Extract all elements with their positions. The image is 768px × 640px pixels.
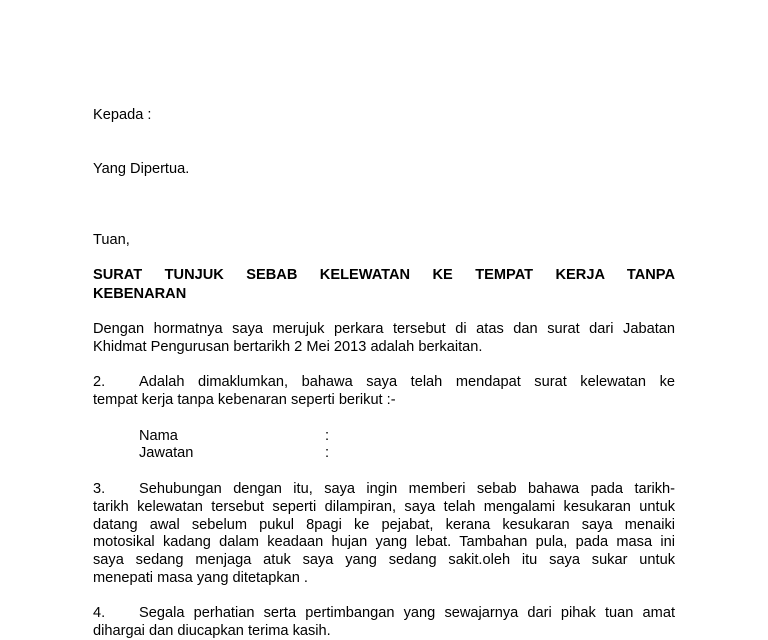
paragraph-line: dihargai dan diucapkan terima kasih. (93, 623, 331, 639)
paragraph-line: tempat kerja tanpa kebenaran seperti berikut :- (93, 392, 396, 408)
paragraph-line: 4. Segala perhatian serta pertimbangan yang sewajarnya dari pihak tuan amat (93, 605, 675, 621)
paragraph-line: Khidmat Pengurusan bertarikh 2 Mei 2013 adalah berkaitan. (93, 339, 483, 355)
subject-line-2: KEBENARAN (93, 286, 187, 302)
recipient: Yang Dipertua. (93, 161, 190, 177)
paragraph-number: 3. (93, 481, 106, 497)
paragraph-line: datang awal sebelum pukul 8pagi ke pejabat, kerana kesukaran saya menaiki (93, 517, 675, 533)
paragraph-number: 4. (93, 605, 106, 621)
field-label-nama: Nama (139, 428, 178, 444)
field-colon: : (325, 445, 330, 461)
paragraph-line: 2. Adalah dimaklumkan, bahawa saya telah mendapat surat kelewatan ke (93, 374, 675, 390)
field-label-jawatan: Jawatan (139, 445, 194, 461)
subject-line-1: SURAT TUNJUK SEBAB KELEWATAN KE TEMPAT KERJA TANPA (93, 267, 675, 283)
recipient-label: Kepada : (93, 107, 152, 123)
paragraph-line: menepati masa yang ditetapkan . (93, 570, 308, 586)
paragraph-line: saya sedang menjaga atuk saya yang sedang sakit.oleh itu saya sukar untuk (93, 552, 675, 568)
paragraph-line: tarikh kelewatan tersebut seperti dilampiran, saya telah mengalami kesukaran untuk (93, 499, 675, 515)
paragraph-number: 2. (93, 374, 106, 390)
paragraph-line: motosikal kadang dalam keadaan hujan yang lebat. Tambahan pula, pada masa ini (93, 534, 675, 550)
field-colon: : (325, 428, 330, 444)
salutation: Tuan, (93, 232, 130, 248)
paragraph-line: Dengan hormatnya saya merujuk perkara tersebut di atas dan surat dari Jabatan (93, 321, 675, 337)
paragraph-line: 3. Sehubungan dengan itu, saya ingin memberi sebab bahawa pada tarikh- (93, 481, 675, 497)
